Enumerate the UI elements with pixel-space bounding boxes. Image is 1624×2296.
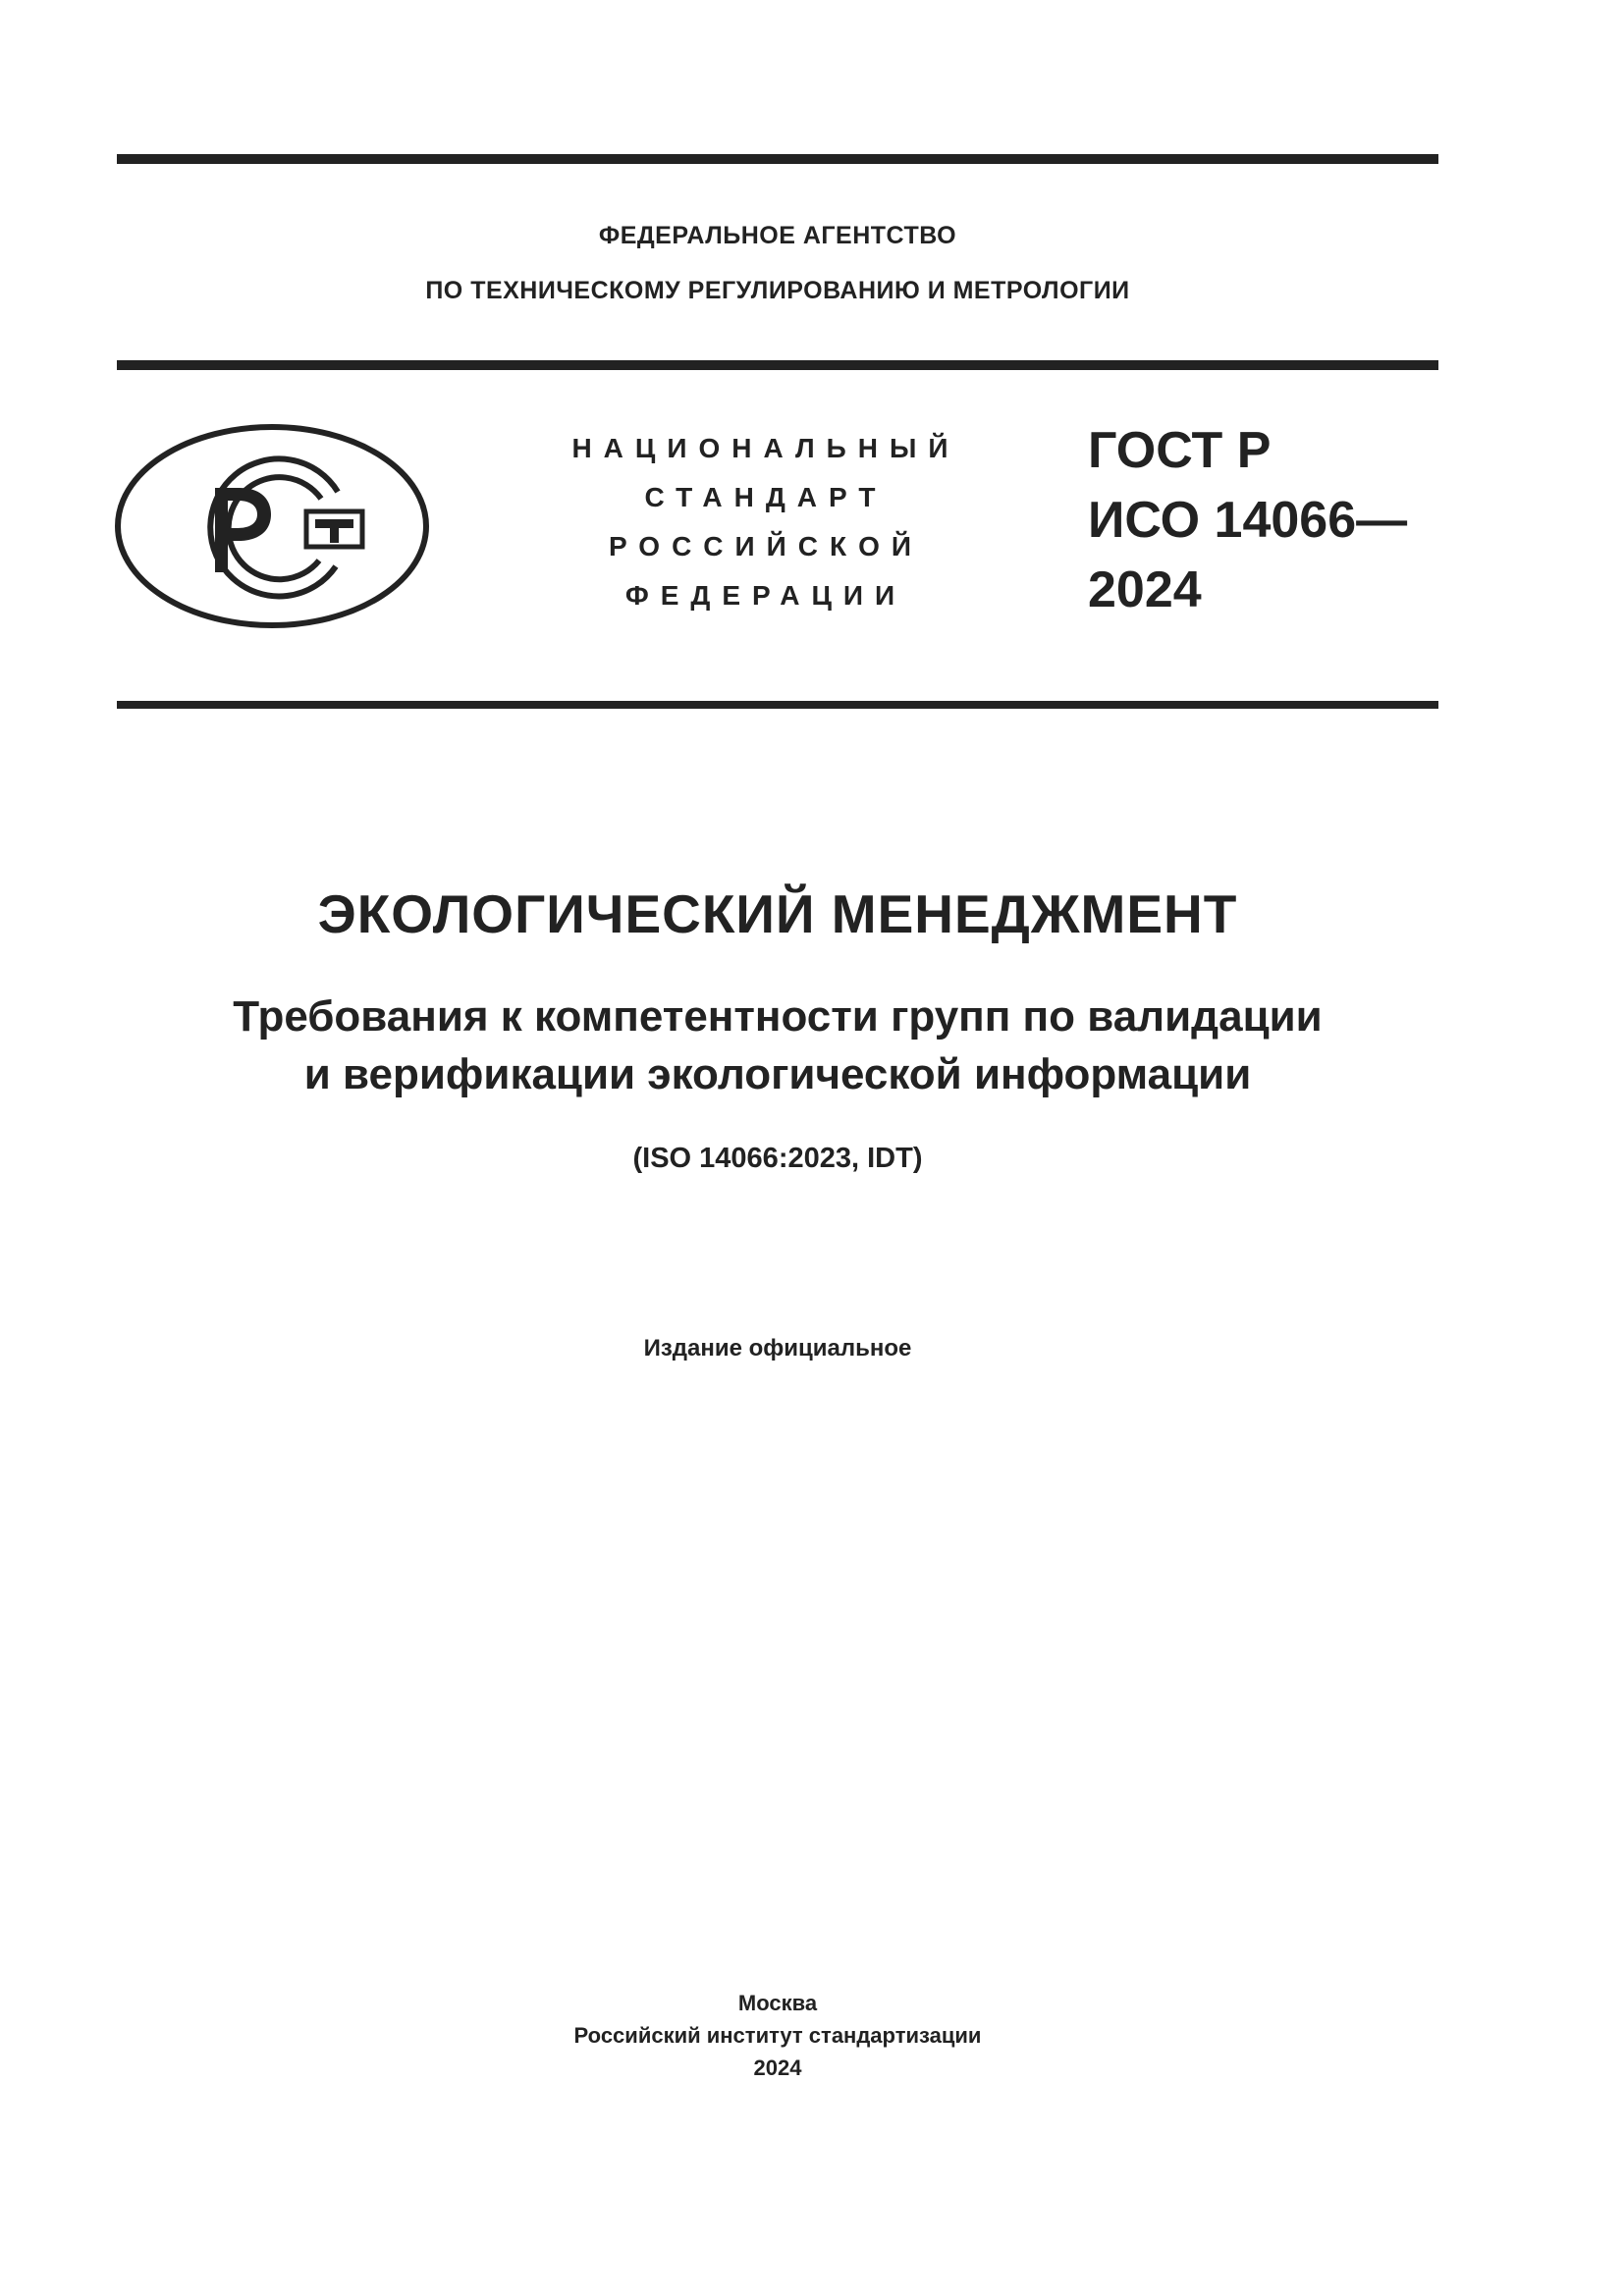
agency-name-line2: ПО ТЕХНИЧЕСКОМУ РЕГУЛИРОВАНИЮ И МЕТРОЛОГИИ [425, 277, 1130, 304]
imprint-city: Москва [737, 1991, 818, 2015]
designation-line3: 2024 [1088, 561, 1202, 618]
designation-line1: ГОСТ Р [1088, 422, 1272, 479]
national-standard-line3: РОССИЙСКОЙ [609, 531, 923, 561]
national-standard-line4: ФЕДЕРАЦИИ [624, 580, 907, 611]
imprint-publisher: Российский институт стандартизации [573, 2023, 982, 2048]
rst-certification-mark-icon [114, 423, 430, 629]
national-standard-line1: НАЦИОНАЛЬНЫЙ [571, 433, 960, 463]
document-subtitle [117, 988, 1438, 1103]
agency-name-line1: ФЕДЕРАЛЬНОЕ АГЕНТСТВО [598, 222, 957, 249]
edition-label: Издание официальное [643, 1335, 912, 1362]
subtitle-line2: и верификации экологической информации [303, 1050, 1252, 1098]
standard-designation [1088, 416, 1407, 625]
publisher-imprint [117, 1987, 1438, 2084]
header-rule [117, 360, 1438, 370]
subtitle-line1: Требования к компетентности групп по валидации [233, 992, 1323, 1041]
top-rule [117, 154, 1438, 164]
designation-line2: ИСО 14066— [1088, 492, 1408, 549]
national-standard-line2: СТАНДАРТ [644, 482, 888, 512]
national-standard-label [550, 424, 982, 620]
iso-reference: (ISO 14066:2023, IDT) [632, 1143, 923, 1174]
document-title: ЭКОЛОГИЧЕСКИЙ МЕНЕДЖМЕНТ [317, 883, 1238, 944]
imprint-year: 2024 [753, 2056, 802, 2080]
section-rule [117, 701, 1438, 709]
